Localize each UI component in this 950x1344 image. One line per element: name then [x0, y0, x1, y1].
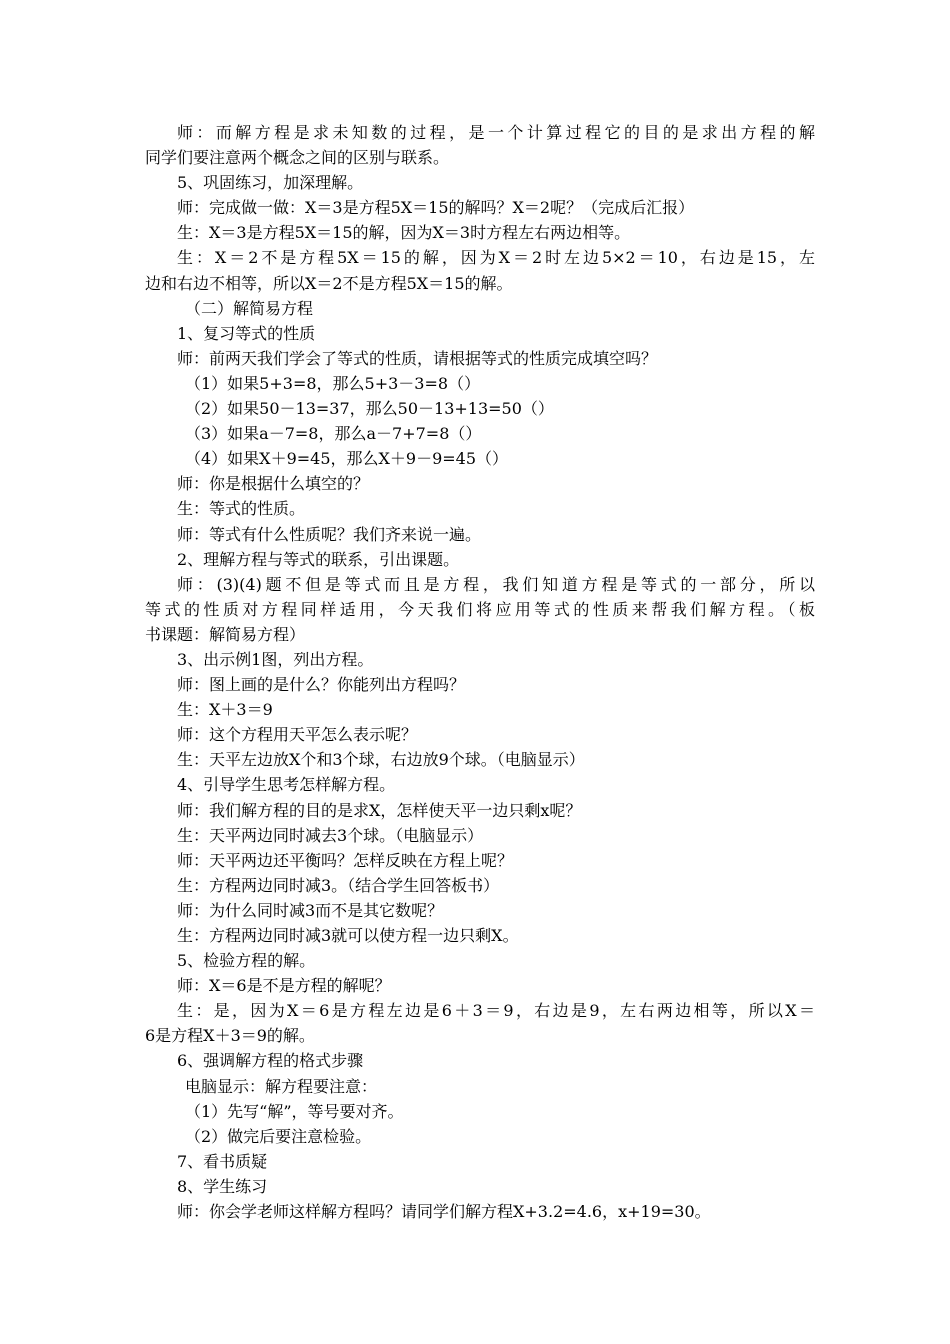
section-heading: 4、引导学生思考怎样解方程。 [177, 775, 396, 795]
paragraph-line: 师：这个方程用天平怎么表示呢？ [177, 725, 418, 745]
paragraph-line: 师：图上画的是什么？你能列出方程吗？ [177, 675, 466, 695]
paragraph-line: 师：天平两边还平衡吗？怎样反映在方程上呢？ [177, 850, 514, 870]
section-heading: 7、看书质疑 [177, 1151, 268, 1171]
paragraph-line: 6是方程X＋3＝9的解。 [145, 1026, 315, 1046]
paragraph-line: 生：方程两边同时减3就可以使方程一边只剩X。 [177, 926, 519, 945]
list-item: （2）如果50－13=37，那么50－13+13=50（） [185, 399, 554, 419]
paragraph-line: 师：完成做一做：X＝3是方程5X＝15的解吗？X＝2呢？（完成后汇报） [177, 198, 695, 218]
paragraph-line: 生：天平左边放X个和3个球，右边放9个球。（电脑显示） [177, 750, 585, 770]
paragraph-line: 生：等式的性质。 [177, 499, 306, 519]
section-heading: 5、巩固练习，加深理解。 [177, 173, 364, 193]
paragraph-line: 生：方程两边同时减3。（结合学生回答板书） [177, 875, 500, 895]
document-body [145, 120, 815, 1224]
paragraph-line: 师：为什么同时减3而不是其它数呢？ [177, 900, 444, 920]
paragraph-line: 师：我们解方程的目的是求X，怎样使天平一边只剩x呢？ [177, 800, 582, 820]
paragraph-line: 生：X＝2不是方程5X＝15的解，因为X＝2时左边5×2＝10，右边是15，左 [177, 248, 815, 268]
paragraph-line: 师：你会学老师这样解方程吗？请同学们解方程X+3.2=4.6，x+19=30。 [177, 1202, 711, 1222]
section-heading: 1、复习等式的性质 [177, 323, 316, 343]
paragraph-line: 师：前两天我们学会了等式的性质，请根据等式的性质完成填空吗？ [177, 348, 658, 368]
section-heading: 8、学生练习 [177, 1176, 268, 1196]
paragraph-line: 师：等式有什么性质呢？我们齐来说一遍。 [177, 524, 482, 544]
paragraph-line: 电脑显示：解方程要注意： [185, 1076, 378, 1096]
paragraph-line: 师：(3)(4)题不但是等式而且是方程，我们知道方程是等式的一部分，所以 [177, 574, 815, 594]
paragraph-line: 生：天平两边同时减去3个球。（电脑显示） [177, 825, 484, 845]
paragraph-line: 书课题：解简易方程） [145, 624, 306, 644]
list-item: （2）做完后要注意检验。 [185, 1126, 372, 1146]
section-heading: 3、出示例1图，列出方程。 [177, 649, 374, 669]
list-item: （3）如果a－7=8，那么a－7+7=8（） [185, 424, 482, 444]
section-heading: 2、理解方程与等式的联系，引出课题。 [177, 549, 460, 569]
section-heading: 5、检验方程的解。 [177, 951, 316, 971]
paragraph-line: 生：是，因为X＝6是方程左边是6＋3＝9，右边是9，左右两边相等，所以X＝ [177, 1001, 815, 1021]
paragraph-line: 边和右边不相等，所以X＝2不是方程5X＝15的解。 [145, 273, 513, 293]
paragraph-line: 师：X＝6是不是方程的解呢？ [177, 976, 391, 996]
paragraph-line: 生：X＝3是方程5X＝15的解，因为X＝3时方程左右两边相等。 [177, 223, 631, 243]
paragraph-line: 生：X＋3＝9 [177, 700, 273, 720]
list-item: （1）如果5+3=8，那么5+3－3=8（） [185, 373, 481, 393]
section-heading: （二）解简易方程 [185, 298, 314, 318]
section-heading: 6、强调解方程的格式步骤 [177, 1051, 364, 1071]
paragraph-line: 等式的性质对方程同样适用，今天我们将应用等式的性质来帮我们解方程。（板 [145, 599, 815, 619]
paragraph-line: 同学们要注意两个概念之间的区别与联系。 [145, 148, 450, 168]
list-item: （1）先写“解”，等号要对齐。 [185, 1101, 404, 1121]
paragraph-line: 师：而解方程是求未知数的过程，是一个计算过程它的目的是求出方程的解 [177, 123, 815, 142]
list-item: （4）如果X＋9=45，那么X＋9－9=45（） [185, 449, 509, 469]
paragraph-line: 师：你是根据什么填空的？ [177, 474, 370, 494]
